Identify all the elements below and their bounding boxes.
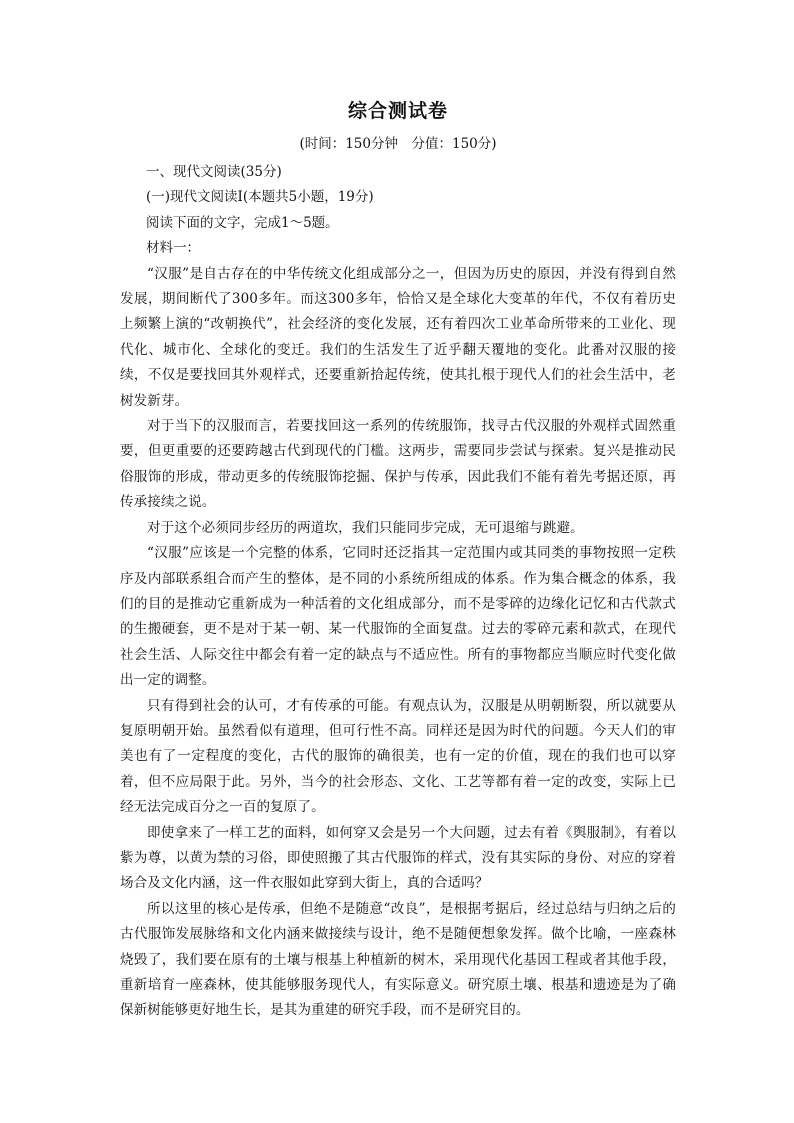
paragraph-5: 只有得到社会的认可，才有传承的可能。有观点认为，汉服是从明朝断裂，所以就要从复原明朝开始。虽然看似有道理，但可行性不高。同样还是因为时代的问题。今天人们的审美也有了一定程度的变化，古代的服饰的确很美，也有一定的价值，现在的我们也可以穿着，但不应局限于此。另外，当今的社会形态、文化、工艺等都有着一定的改变，实际上已经无法完成百分之一百的复原了。 xyxy=(120,697,676,816)
material-label: 材料一： xyxy=(146,240,200,257)
exam-title: 综合测试卷 xyxy=(347,100,448,122)
paragraph-3: 对于这个必须同步经历的两道坎，我们只能同步完成，无可退缩与跳避。 xyxy=(147,519,584,536)
paragraph-2: 对于当下的汉服而言，若要找回这一系列的传统服饰，找寻古代汉服的外观样式固然重要，但更重要的还要跨越古代到现代的门槛。这两步，需要同步尝试与探索。复兴是推动民俗服饰的形成，带动更多的传统服饰挖掘、保护与传承，因此我们不能有着先考据还原，再传承接续之说。 xyxy=(120,418,676,511)
paragraph-1: “汉服”是自古存在的中华传统文化组成部分之一，但因为历史的原因，并没有得到自然发展，期间断代了300多年。而这300多年，恰恰又是全球化大变革的年代，不仅有着历史上频繁上演的“改朝换代”，社会经济的变化发展，还有着四次工业革命所带来的工业化、现代化、城市化、全球化的变迁。我们的生活发生了近乎翻天覆地的变化。此番对汉服的接续，不仅是要找回其外观样式，还要重新拾起传统，使其扎根于现代人们的社会生活中，老树发新芽。 xyxy=(120,265,676,409)
paragraph-7: 所以这里的核心是传承，但绝不是随意“改良”，是根据考据后，经过总结与归纳之后的古代服饰发展脉络和文化内涵来做接续与设计，绝不是随便想象发挥。做个比喻，一座森林烧毁了，我们要在原有的土壤与根基上种植新的树木，采用现代化基因工程或者其他手段，重新培育一座森林，使其能够服务现代人，有实际意义。研究原土壤、根基和遗迹是为了确保新树能够更好地生长，是其为重建的研究手段，而不是研究目的。 xyxy=(120,900,676,1019)
reading-instruction: 阅读下面的文字，完成1～5题。 xyxy=(146,214,339,231)
exam-info: (时间：150分钟 分值：150分) xyxy=(299,136,497,152)
section-subheading: (一)现代文阅读Ⅰ(本题共5小题，19分) xyxy=(146,189,374,206)
paragraph-6: 即使拿来了一样工艺的面料，如何穿又会是另一个大问题，过去有着《舆服制》，有着以紫为尊，以黄为禁的习俗，即使照搬了其古代服饰的样式，没有其实际的身份、对应的穿着场合及文化内涵，这一件衣服如此穿到大街上，真的合适吗？ xyxy=(120,824,676,892)
paragraph-4: “汉服”应该是一个完整的体系，它同时还泛指其一定范围内或其同类的事物按照一定秩序及内部联系组合而产生的整体，是不同的小系统所组成的体系。作为集合概念的体系，我们的目的是推动它重新成为一种活着的文化组成部分，而不是零碎的边缘化记忆和古代款式的生搬硬套，更不是对于某一朝、某一代服饰的全面复盘。过去的零碎元素和款式，在现代社会生活、人际交往中都会有着一定的缺点与不适应性。所有的事物都应当顺应时代变化做出一定的调整。 xyxy=(120,545,676,689)
exam-page xyxy=(120,98,676,1024)
section-heading: 一、现代文阅读(35分) xyxy=(146,164,282,180)
